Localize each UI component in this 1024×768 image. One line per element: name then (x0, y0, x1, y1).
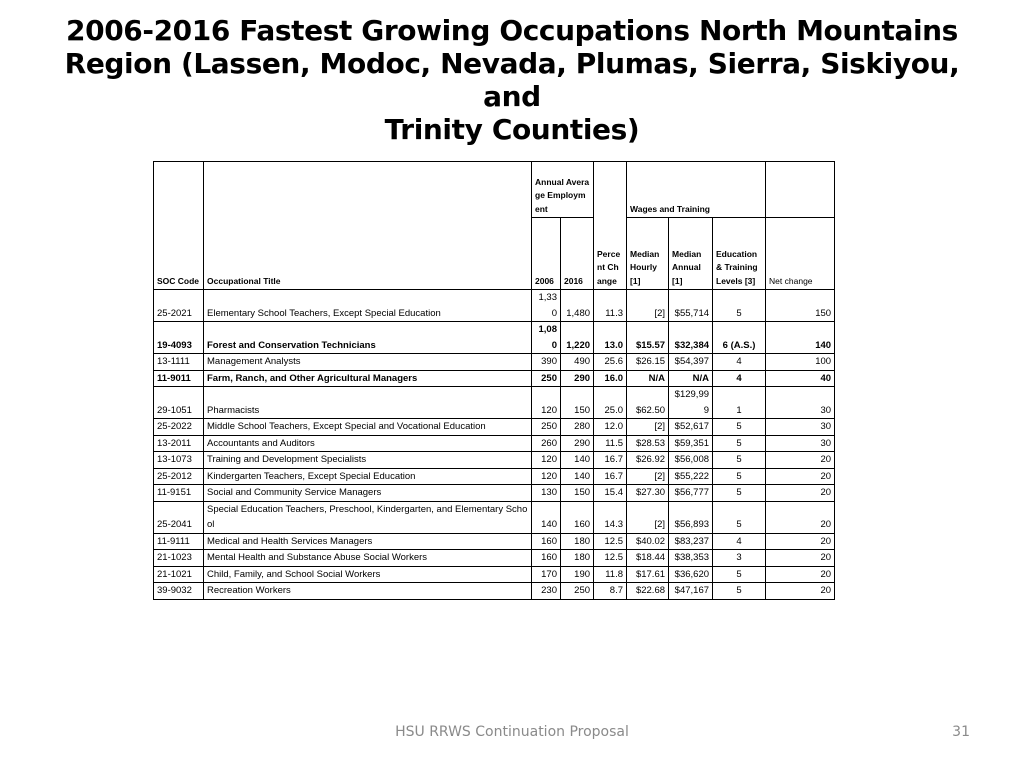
soc-code-cell: 13-2011 (154, 435, 204, 452)
slide-title (40, 14, 984, 146)
employment-2006-cell: 1,330 (532, 290, 561, 322)
header-median-hourly: Median Hourly [1] (627, 218, 669, 290)
employment-2016-cell: 290 (561, 370, 594, 387)
net-change-cell: 20 (766, 533, 835, 550)
education-level-cell: 5 (713, 485, 766, 502)
table-row (154, 550, 835, 567)
soc-code-cell: 11-9111 (154, 533, 204, 550)
employment-2016-cell: 250 (561, 583, 594, 600)
education-level-cell: 5 (713, 583, 766, 600)
percent-change-cell: 16.7 (594, 468, 627, 485)
net-change-cell: 20 (766, 583, 835, 600)
median-hourly-cell: $15.57 (627, 322, 669, 354)
median-annual-cell: $55,222 (669, 468, 713, 485)
percent-change-cell: 12.0 (594, 419, 627, 436)
occupational-title-cell: Kindergarten Teachers, Except Special Education (204, 468, 532, 485)
percent-change-cell: 14.3 (594, 501, 627, 533)
occupational-title-cell: Elementary School Teachers, Except Special Education (204, 290, 532, 322)
employment-2016-cell: 150 (561, 485, 594, 502)
net-change-cell: 100 (766, 354, 835, 371)
education-level-cell: 5 (713, 501, 766, 533)
median-annual-cell: $129,999 (669, 387, 713, 419)
education-level-cell: 5 (713, 419, 766, 436)
employment-2006-cell: 160 (532, 533, 561, 550)
percent-change-cell: 15.4 (594, 485, 627, 502)
employment-2006-cell: 120 (532, 468, 561, 485)
soc-code-cell: 13-1111 (154, 354, 204, 371)
median-hourly-cell: $22.68 (627, 583, 669, 600)
net-change-cell: 30 (766, 419, 835, 436)
median-hourly-cell: $26.15 (627, 354, 669, 371)
median-annual-cell: $36,620 (669, 566, 713, 583)
education-level-cell: 3 (713, 550, 766, 567)
education-level-cell: 6 (A.S.) (713, 322, 766, 354)
education-level-cell: 5 (713, 468, 766, 485)
table-row (154, 501, 835, 533)
median-annual-cell: $55,714 (669, 290, 713, 322)
net-change-cell: 150 (766, 290, 835, 322)
median-hourly-cell: N/A (627, 370, 669, 387)
education-level-cell: 5 (713, 452, 766, 469)
percent-change-cell: 11.8 (594, 566, 627, 583)
occupational-title-cell: Social and Community Service Managers (204, 485, 532, 502)
median-annual-cell: $83,237 (669, 533, 713, 550)
soc-code-cell: 13-1073 (154, 452, 204, 469)
net-change-cell: 20 (766, 550, 835, 567)
net-change-cell: 20 (766, 485, 835, 502)
table-row (154, 290, 835, 322)
employment-2016-cell: 140 (561, 468, 594, 485)
header-net-change (766, 218, 835, 290)
percent-change-cell: 13.0 (594, 322, 627, 354)
median-annual-cell: $56,777 (669, 485, 713, 502)
employment-2016-cell: 180 (561, 533, 594, 550)
percent-change-cell: 11.3 (594, 290, 627, 322)
employment-2006-cell: 140 (532, 501, 561, 533)
soc-code-cell: 25-2012 (154, 468, 204, 485)
net-change-cell: 40 (766, 370, 835, 387)
median-hourly-cell: [2] (627, 468, 669, 485)
occupational-title-cell: Special Education Teachers, Preschool, Kindergarten, and Elementary School (204, 501, 532, 533)
occupational-title-cell: Training and Development Specialists (204, 452, 532, 469)
table-row (154, 533, 835, 550)
percent-change-cell: 25.6 (594, 354, 627, 371)
header-median-annual: Median Annual [1] (669, 218, 713, 290)
employment-2016-cell: 180 (561, 550, 594, 567)
employment-2016-cell: 160 (561, 501, 594, 533)
median-annual-cell: $32,384 (669, 322, 713, 354)
percent-change-cell: 12.5 (594, 550, 627, 567)
header-net-change-top (766, 162, 835, 218)
median-hourly-cell: $18.44 (627, 550, 669, 567)
education-level-cell: 1 (713, 387, 766, 419)
education-level-cell: 5 (713, 290, 766, 322)
occupational-title-cell: Accountants and Auditors (204, 435, 532, 452)
header-wages-and-training: Wages and Training (627, 162, 766, 218)
employment-2006-cell: 120 (532, 452, 561, 469)
employment-2006-cell: 130 (532, 485, 561, 502)
employment-2006-cell: 250 (532, 419, 561, 436)
occupational-title-cell: Child, Family, and School Social Workers (204, 566, 532, 583)
employment-2006-cell: 1,080 (532, 322, 561, 354)
table-row (154, 485, 835, 502)
education-level-cell: 4 (713, 354, 766, 371)
net-change-cell: 140 (766, 322, 835, 354)
table-row (154, 354, 835, 371)
occupational-title-cell: Medical and Health Services Managers (204, 533, 532, 550)
employment-2016-cell: 1,220 (561, 322, 594, 354)
net-change-cell: 20 (766, 468, 835, 485)
employment-2006-cell: 390 (532, 354, 561, 371)
percent-change-cell: 8.7 (594, 583, 627, 600)
employment-2016-cell: 190 (561, 566, 594, 583)
table-row (154, 566, 835, 583)
soc-code-cell: 25-2022 (154, 419, 204, 436)
soc-code-cell: 39-9032 (154, 583, 204, 600)
header-education-training: Education & Training Levels [3] (713, 218, 766, 290)
footer-text: HSU RRWS Continuation Proposal (395, 724, 629, 740)
employment-2006-cell: 250 (532, 370, 561, 387)
median-annual-cell: N/A (669, 370, 713, 387)
soc-code-cell: 21-1023 (154, 550, 204, 567)
median-annual-cell: $56,008 (669, 452, 713, 469)
header-occupational-title: Occupational Title (204, 162, 532, 290)
percent-change-cell: 16.7 (594, 452, 627, 469)
occupational-title-cell: Farm, Ranch, and Other Agricultural Managers (204, 370, 532, 387)
employment-2016-cell: 490 (561, 354, 594, 371)
occupational-title-cell: Pharmacists (204, 387, 532, 419)
header-soc-code: SOC Code (154, 162, 204, 290)
occupational-title-cell: Middle School Teachers, Except Special and Vocational Education (204, 419, 532, 436)
soc-code-cell: 19-4093 (154, 322, 204, 354)
net-change-cell: 20 (766, 566, 835, 583)
title-line-3: Trinity Counties) (384, 113, 640, 147)
soc-code-cell: 21-1021 (154, 566, 204, 583)
net-change-cell: 30 (766, 435, 835, 452)
employment-2006-cell: 260 (532, 435, 561, 452)
table-row (154, 370, 835, 387)
percent-change-cell: 16.0 (594, 370, 627, 387)
median-annual-cell: $38,353 (669, 550, 713, 567)
employment-2016-cell: 290 (561, 435, 594, 452)
table-row (154, 419, 835, 436)
title-line-2: Region (Lassen, Modoc, Nevada, Plumas, Sierra, Siskiyou, and (64, 47, 960, 114)
median-annual-cell: $47,167 (669, 583, 713, 600)
median-hourly-cell: $40.02 (627, 533, 669, 550)
employment-2006-cell: 170 (532, 566, 561, 583)
occupational-title-cell: Mental Health and Substance Abuse Social Workers (204, 550, 532, 567)
header-year-2006: 2006 (532, 218, 561, 290)
net-change-label: Net change (769, 276, 813, 287)
employment-2016-cell: 140 (561, 452, 594, 469)
table-row (154, 387, 835, 419)
median-hourly-cell: $27.30 (627, 485, 669, 502)
header-year-2016: 2016 (561, 218, 594, 290)
median-annual-cell: $56,893 (669, 501, 713, 533)
median-annual-cell: $54,397 (669, 354, 713, 371)
soc-code-cell: 29-1051 (154, 387, 204, 419)
soc-code-cell: 11-9151 (154, 485, 204, 502)
median-annual-cell: $52,617 (669, 419, 713, 436)
median-hourly-cell: [2] (627, 501, 669, 533)
median-hourly-cell: $28.53 (627, 435, 669, 452)
education-level-cell: 5 (713, 566, 766, 583)
median-hourly-cell: [2] (627, 419, 669, 436)
occupations-table (153, 161, 835, 600)
table-body (154, 290, 835, 600)
percent-change-cell: 25.0 (594, 387, 627, 419)
table-row (154, 468, 835, 485)
employment-2006-cell: 120 (532, 387, 561, 419)
median-hourly-cell: [2] (627, 290, 669, 322)
median-hourly-cell: $26.92 (627, 452, 669, 469)
page-number: 31 (952, 724, 970, 740)
occupational-title-cell: Recreation Workers (204, 583, 532, 600)
title-line-1: 2006-2016 Fastest Growing Occupations North Mountains (66, 14, 958, 47)
education-level-cell: 4 (713, 370, 766, 387)
header-percent-change: Percent Change (594, 162, 627, 290)
employment-2016-cell: 150 (561, 387, 594, 419)
employment-2006-cell: 160 (532, 550, 561, 567)
median-hourly-cell: $17.61 (627, 566, 669, 583)
employment-2006-cell: 230 (532, 583, 561, 600)
percent-change-cell: 11.5 (594, 435, 627, 452)
header-annual-average-employment: Annual Average Employment (532, 162, 594, 218)
median-annual-cell: $59,351 (669, 435, 713, 452)
net-change-cell: 30 (766, 387, 835, 419)
employment-2016-cell: 1,480 (561, 290, 594, 322)
median-hourly-cell: $62.50 (627, 387, 669, 419)
education-level-cell: 5 (713, 435, 766, 452)
table-row (154, 583, 835, 600)
net-change-cell: 20 (766, 452, 835, 469)
percent-change-cell: 12.5 (594, 533, 627, 550)
occupational-title-cell: Forest and Conservation Technicians (204, 322, 532, 354)
soc-code-cell: 25-2041 (154, 501, 204, 533)
employment-2016-cell: 280 (561, 419, 594, 436)
soc-code-cell: 25-2021 (154, 290, 204, 322)
table-row (154, 452, 835, 469)
table-row (154, 435, 835, 452)
net-change-cell: 20 (766, 501, 835, 533)
education-level-cell: 4 (713, 533, 766, 550)
table-row (154, 322, 835, 354)
soc-code-cell: 11-9011 (154, 370, 204, 387)
occupational-title-cell: Management Analysts (204, 354, 532, 371)
